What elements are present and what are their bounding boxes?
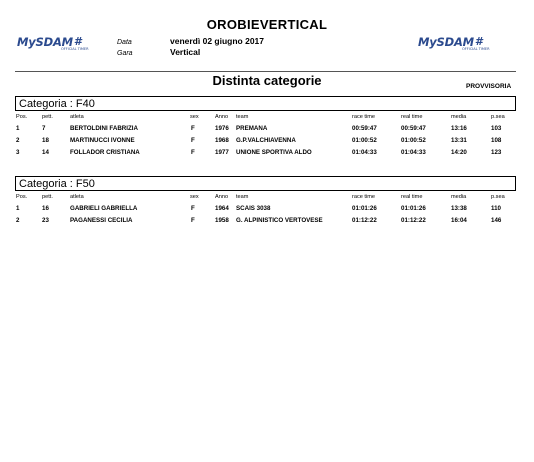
category-header: Categoria : F40 [15, 96, 516, 111]
race-value: Vertical [170, 47, 201, 57]
category-header: Categoria : F50 [15, 176, 516, 191]
cell-real-time: 01:01:26 [401, 205, 426, 212]
col-anno: Anno [215, 194, 229, 200]
gara-label: Gara [117, 50, 133, 57]
cell-team: G. ALPINISTICO VERTOVESE [236, 217, 323, 224]
cell-media: 13:31 [451, 137, 467, 144]
category-section-f40 [15, 96, 516, 159]
col-p-sea: p.sea [491, 114, 505, 120]
cell-pos: 1 [16, 205, 20, 212]
cell-atleta: GABRIELI GABRIELLA [70, 205, 138, 212]
col-race-time: race time [352, 114, 376, 120]
table-header [15, 111, 516, 123]
cell-race-time: 00:59:47 [352, 125, 377, 132]
cell-media: 13:38 [451, 205, 467, 212]
cell-media: 13:16 [451, 125, 467, 132]
table-row [15, 215, 516, 227]
cell-atleta: MARTINUCCI IVONNE [70, 137, 135, 144]
col-pett: pett. [42, 194, 53, 200]
cell-sex: F [191, 125, 195, 132]
table-row [15, 135, 516, 147]
cell-pos: 1 [16, 125, 20, 132]
cell-pett: 14 [42, 149, 49, 156]
table-row [15, 123, 516, 135]
cell-anno: 1977 [215, 149, 229, 156]
cell-real-time: 00:59:47 [401, 125, 426, 132]
cell-real-time: 01:12:22 [401, 217, 426, 224]
document-title: Distinta categorie [212, 73, 322, 88]
cell-pos: 3 [16, 149, 20, 156]
col-media: media [451, 194, 467, 200]
cell-p-sea: 146 [491, 217, 502, 224]
cell-team: SCAIS 3038 [236, 205, 271, 212]
col-sex: sex [190, 114, 199, 120]
cell-atleta: FOLLADOR CRISTIANA [70, 149, 140, 156]
logo-text: MySDAM [418, 35, 474, 49]
cell-media: 16:04 [451, 217, 467, 224]
logo-subtext: OFFICIAL TIMER [61, 47, 89, 51]
cell-pos: 2 [16, 137, 20, 144]
cell-pett: 23 [42, 217, 49, 224]
cell-p-sea: 108 [491, 137, 502, 144]
cell-pett: 18 [42, 137, 49, 144]
cell-anno: 1958 [215, 217, 229, 224]
cell-atleta: BERTOLDINI FABRIZIA [70, 125, 138, 132]
col-anno: Anno [215, 114, 229, 120]
hash-icon: # [73, 35, 82, 48]
col-sex: sex [190, 194, 199, 200]
col-team: team [236, 194, 249, 200]
col-atleta: atleta [70, 114, 84, 120]
cell-p-sea: 123 [491, 149, 502, 156]
cell-race-time: 01:01:26 [352, 205, 377, 212]
date-value: venerdì 02 giugno 2017 [170, 36, 265, 46]
mysdam-logo-right [418, 35, 490, 51]
col-pett: pett. [42, 114, 53, 120]
cell-atleta: PAGANESSI CECILIA [70, 217, 133, 224]
cell-anno: 1976 [215, 125, 229, 132]
hash-icon: # [474, 35, 483, 48]
col-team: team [236, 114, 249, 120]
logo-text: MySDAM [17, 35, 73, 49]
cell-sex: F [191, 137, 195, 144]
table-header [15, 191, 516, 203]
cell-anno: 1968 [215, 137, 229, 144]
cell-pett: 16 [42, 205, 49, 212]
cell-sex: F [191, 217, 195, 224]
cell-race-time: 01:12:22 [352, 217, 377, 224]
status-badge: PROVVISORIA [466, 83, 512, 90]
meta-values [170, 36, 264, 58]
data-label: Data [117, 39, 132, 46]
cell-p-sea: 103 [491, 125, 502, 132]
col-p-sea: p.sea [491, 194, 505, 200]
col-pos: Pos. [16, 194, 28, 200]
cell-p-sea: 110 [491, 205, 501, 212]
col-pos: Pos. [16, 114, 28, 120]
mysdam-logo-left [17, 35, 89, 51]
meta-labels [117, 37, 133, 59]
logo-subtext: OFFICIAL TIMER [462, 47, 490, 51]
col-atleta: atleta [70, 194, 84, 200]
col-real-time: real time [401, 194, 423, 200]
cell-pos: 2 [16, 217, 20, 224]
cell-race-time: 01:04:33 [352, 149, 377, 156]
header-divider [15, 71, 516, 72]
cell-pett: 7 [42, 125, 46, 132]
event-title: OROBIEVERTICAL [206, 17, 328, 32]
cell-sex: F [191, 205, 195, 212]
cell-team: G.P.VALCHIAVENNA [236, 137, 296, 144]
cell-sex: F [191, 149, 195, 156]
col-media: media [451, 114, 467, 120]
cell-team: PREMANA [236, 125, 268, 132]
cell-media: 14:20 [451, 149, 467, 156]
category-section-f50 [15, 176, 516, 227]
cell-anno: 1964 [215, 205, 229, 212]
col-race-time: race time [352, 194, 376, 200]
cell-real-time: 01:00:52 [401, 137, 426, 144]
table-row [15, 203, 516, 215]
cell-real-time: 01:04:33 [401, 149, 426, 156]
col-real-time: real time [401, 114, 423, 120]
table-row [15, 147, 516, 159]
cell-team: UNIONE SPORTIVA ALDO [236, 149, 312, 156]
cell-race-time: 01:00:52 [352, 137, 377, 144]
